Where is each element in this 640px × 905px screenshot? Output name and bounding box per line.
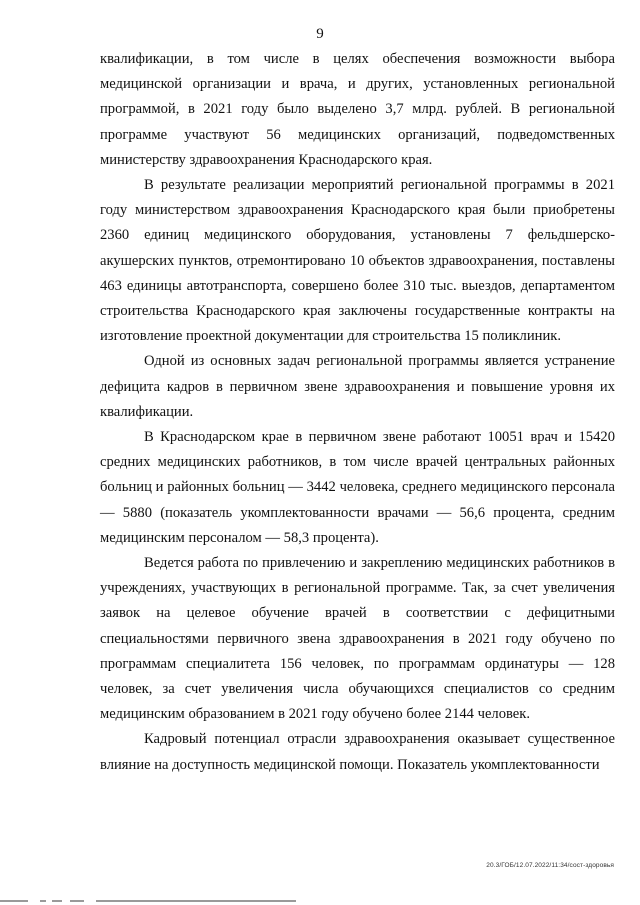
paragraph-staff-potential: Кадровый потенциал отрасли здравоохранения оказывает существенное влияние на доступность медицинской помощи. Показатель укомплектованности — [100, 731, 615, 773]
page-number: 9 — [316, 26, 324, 42]
body-text — [100, 47, 615, 778]
scan-edge-artifact — [0, 898, 640, 905]
paragraph-funding: квалификации, в том числе в целях обеспечения возможности выбора медицинской организации и врача, и других, установленных региональной программой, в 2021 году было выделено 3,7 млрд. рублей. В региональной программе участвуют 56 медицинских организаций, подведомственных министерству здравоохранения Краснодарского края. — [100, 51, 615, 168]
paragraph-staff-numbers: В Краснодарском крае в первичном звене работают 10051 врач и 15420 средних медицинских работников, в том числе врачей центральных районных больниц и районных больниц — 3442 человека, среднего медицинского персонала — 5880 (показатель укомплектованности врачами — 56,6 процента, средним медицинским персоналом — 58,3 процента). — [100, 429, 615, 546]
footer-document-code: 20.3/ГОБ/12.07.2022/11:34/сост-здоровья — [486, 862, 614, 869]
paragraph-staff-recruitment: Ведется работа по привлечению и закреплению медицинских работников в учреждениях, участвующих в региональной программе. Так, за счет увеличения заявок на целевое обучение врачей в соответствии с дефицитными специальностями первичного звена здравоохранения в 2021 году обучено по программам специалитета 156 человек, по программам ординатуры — 128 человек, за счет увеличения числа обучающихся специалистов со средним медицинским образованием в 2021 году обучено более 2144 человек. — [100, 555, 615, 723]
paragraph-staff-shortage-task: Одной из основных задач региональной программы является устранение дефицита кадров в первичном звене здравоохранения и повышение уровня их квалификации. — [100, 353, 615, 420]
paragraph-program-results: В результате реализации мероприятий региональной программы в 2021 году министерством здравоохранения Краснодарского края были приобретены 2360 единиц медицинского оборудования, установлены 7 фельдшерско-акушерских пунктов, отремонтировано 10 объектов здравоохранения, поставлены 463 единицы автотранспорта, совершено более 310 тыс. выездов, департаментом строительства Краснодарского края заключены государственные контракты на изготовление проектной документации для строительства 15 поликлиник. — [100, 177, 615, 345]
